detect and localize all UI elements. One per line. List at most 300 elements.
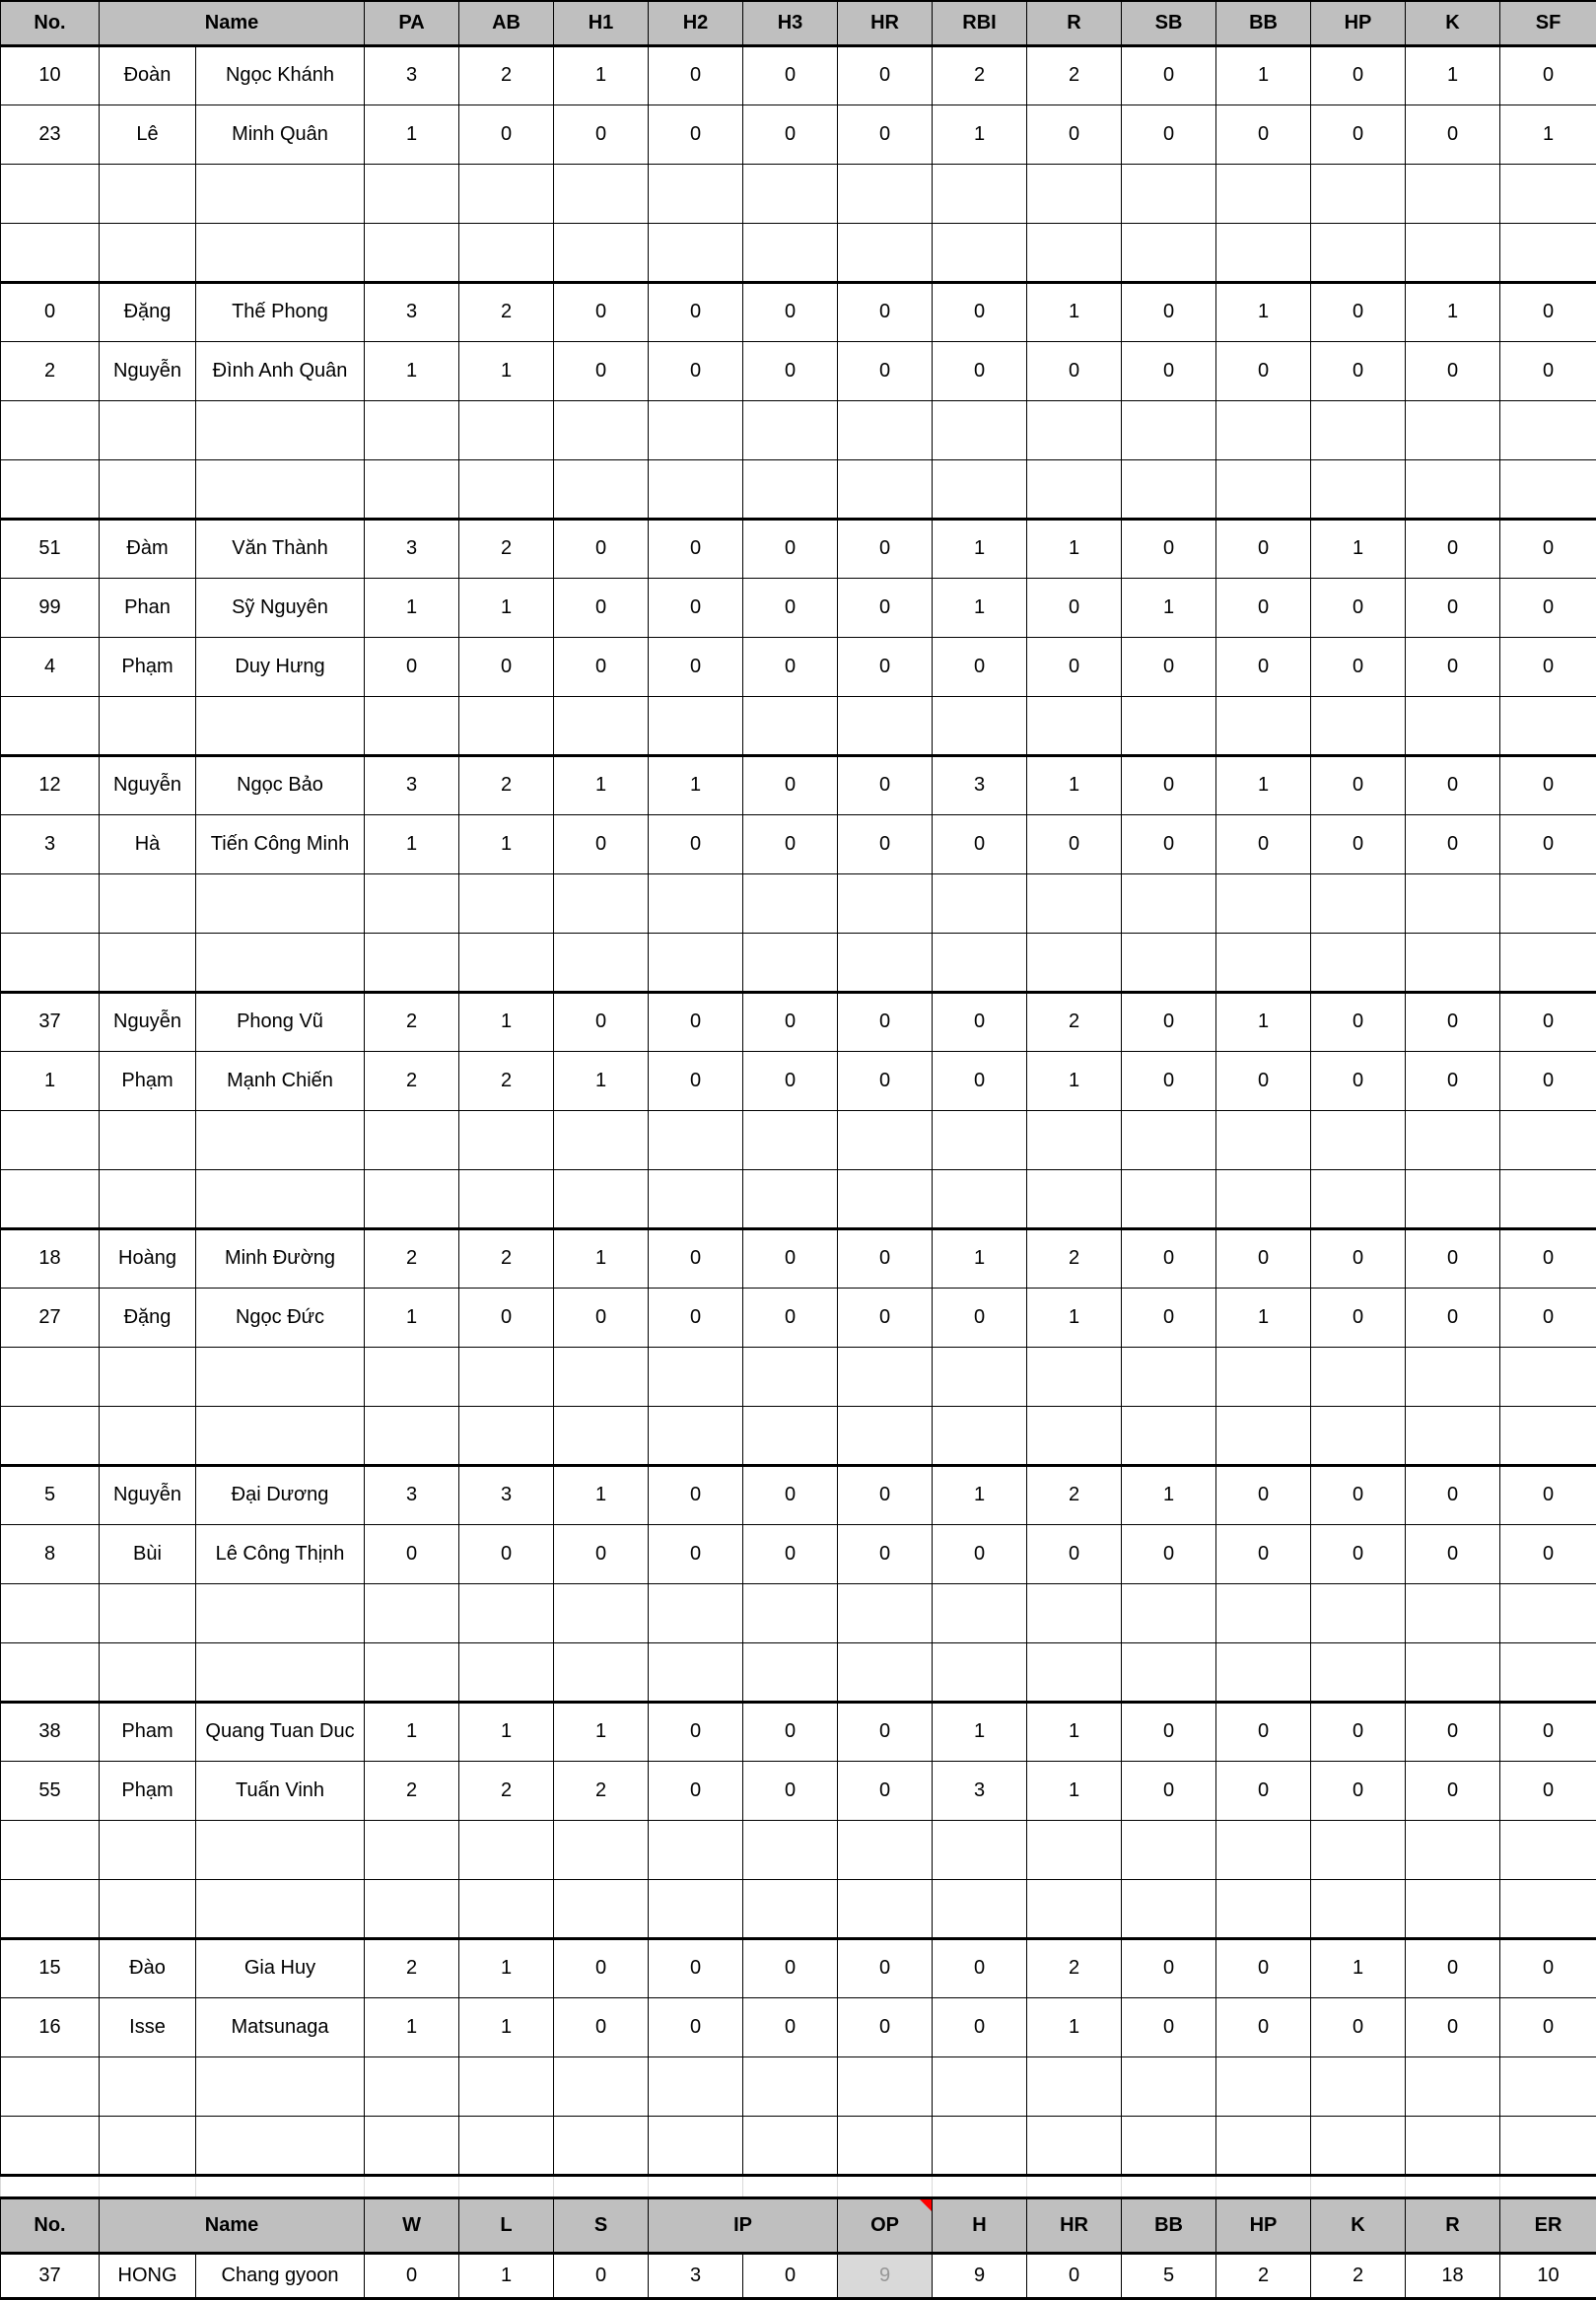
cell-stat-hr[interactable]: [838, 1110, 933, 1169]
cell-given-name[interactable]: [196, 400, 365, 459]
cell-no[interactable]: [1, 1406, 100, 1465]
cell-stat-r[interactable]: 1: [1027, 519, 1122, 578]
cell-stat-k[interactable]: 0: [1406, 814, 1500, 873]
cell-family-name[interactable]: [100, 1347, 196, 1406]
cell-stat-h2[interactable]: 0: [649, 1051, 743, 1110]
cell-stat-sb[interactable]: 0: [1122, 637, 1216, 696]
cell-stat-k[interactable]: 1: [1406, 282, 1500, 341]
cell-stat-sb[interactable]: [1122, 2056, 1216, 2116]
pitching-header-h[interactable]: H: [933, 2197, 1027, 2253]
cell-stat-s[interactable]: 0: [554, 2253, 649, 2298]
cell-stat-ab[interactable]: [459, 2056, 554, 2116]
cell-no[interactable]: 37: [1, 2253, 100, 2298]
cell-stat-rbi[interactable]: 1: [933, 105, 1027, 164]
cell-stat-ab[interactable]: 2: [459, 755, 554, 814]
cell-stat-k[interactable]: 0: [1406, 1702, 1500, 1761]
cell-stat-pa[interactable]: 0: [365, 637, 459, 696]
cell-stat-r[interactable]: [1027, 873, 1122, 933]
cell-no[interactable]: [1, 2056, 100, 2116]
cell-stat-hp[interactable]: 0: [1311, 1761, 1406, 1820]
cell-stat-hp[interactable]: 0: [1311, 1702, 1406, 1761]
cell-stat-ab[interactable]: 2: [459, 1761, 554, 1820]
cell-family-name[interactable]: [100, 933, 196, 992]
cell-stat-hp[interactable]: 0: [1311, 814, 1406, 873]
cell-no[interactable]: [1, 1642, 100, 1702]
cell-stat-h1[interactable]: [554, 873, 649, 933]
cell-family-name[interactable]: Hà: [100, 814, 196, 873]
cell-stat-h3[interactable]: 0: [743, 1288, 838, 1347]
cell-stat-h1[interactable]: 1: [554, 1465, 649, 1524]
cell-stat-ab[interactable]: [459, 1820, 554, 1879]
cell-stat-bb[interactable]: [1216, 1583, 1311, 1642]
cell-stat-sf[interactable]: 0: [1500, 1524, 1596, 1583]
cell-stat-h3[interactable]: [743, 933, 838, 992]
cell-stat-rbi[interactable]: [933, 223, 1027, 282]
cell-stat-h2[interactable]: [649, 696, 743, 755]
cell-given-name[interactable]: Tuấn Vinh: [196, 1761, 365, 1820]
cell-given-name[interactable]: Matsunaga: [196, 1997, 365, 2056]
cell-stat-sb[interactable]: 0: [1122, 814, 1216, 873]
cell-no[interactable]: [1, 459, 100, 519]
cell-stat-h1[interactable]: [554, 933, 649, 992]
cell-stat-hp[interactable]: [1311, 2116, 1406, 2175]
cell-stat-ab[interactable]: 2: [459, 282, 554, 341]
cell-no[interactable]: 15: [1, 1938, 100, 1997]
cell-stat-sf[interactable]: 0: [1500, 637, 1596, 696]
cell-stat-k[interactable]: [1406, 1820, 1500, 1879]
cell-stat-pa[interactable]: 3: [365, 282, 459, 341]
cell-stat-sb[interactable]: 0: [1122, 282, 1216, 341]
cell-stat-r[interactable]: [1027, 400, 1122, 459]
cell-stat-pa[interactable]: 3: [365, 755, 459, 814]
cell-given-name[interactable]: Quang Tuan Duc: [196, 1702, 365, 1761]
cell-given-name[interactable]: [196, 2056, 365, 2116]
cell-stat-h3[interactable]: [743, 2056, 838, 2116]
pitching-header-k[interactable]: K: [1311, 2197, 1406, 2253]
cell-stat-k[interactable]: 2: [1311, 2253, 1406, 2298]
cell-stat-h3[interactable]: 0: [743, 992, 838, 1051]
cell-stat-k[interactable]: [1406, 696, 1500, 755]
cell-stat-k[interactable]: 0: [1406, 992, 1500, 1051]
cell-stat-hp[interactable]: 2: [1216, 2253, 1311, 2298]
cell-stat-ab[interactable]: 0: [459, 1288, 554, 1347]
batting-header-ab[interactable]: AB: [459, 1, 554, 45]
cell-stat-ab[interactable]: [459, 1642, 554, 1702]
cell-no[interactable]: 16: [1, 1997, 100, 2056]
cell-no[interactable]: [1, 164, 100, 223]
cell-no[interactable]: [1, 1583, 100, 1642]
cell-stat-h3[interactable]: [743, 223, 838, 282]
cell-stat-sb[interactable]: [1122, 1642, 1216, 1702]
pitching-header-hr[interactable]: HR: [1027, 2197, 1122, 2253]
cell-stat-h3[interactable]: 0: [743, 1938, 838, 1997]
batting-header-pa[interactable]: PA: [365, 1, 459, 45]
cell-family-name[interactable]: [100, 1406, 196, 1465]
cell-stat-ab[interactable]: 0: [459, 637, 554, 696]
cell-stat-rbi[interactable]: 2: [933, 45, 1027, 105]
cell-stat-pa[interactable]: [365, 459, 459, 519]
cell-stat-bb[interactable]: 0: [1216, 519, 1311, 578]
cell-stat-rbi[interactable]: [933, 933, 1027, 992]
cell-stat-sf[interactable]: [1500, 696, 1596, 755]
cell-stat-bb[interactable]: 1: [1216, 755, 1311, 814]
cell-stat-bb[interactable]: [1216, 873, 1311, 933]
cell-stat-k[interactable]: 0: [1406, 1938, 1500, 1997]
cell-stat-h2[interactable]: 0: [649, 341, 743, 400]
cell-stat-bb[interactable]: 0: [1216, 1228, 1311, 1288]
cell-stat-hr[interactable]: 0: [838, 105, 933, 164]
cell-stat-h1[interactable]: [554, 1583, 649, 1642]
cell-stat-h3[interactable]: [743, 1347, 838, 1406]
cell-stat-hr[interactable]: 0: [838, 814, 933, 873]
cell-stat-h1[interactable]: 1: [554, 1051, 649, 1110]
cell-stat-hp[interactable]: 0: [1311, 637, 1406, 696]
cell-stat-sf[interactable]: [1500, 400, 1596, 459]
cell-stat-h3[interactable]: 0: [743, 282, 838, 341]
pitching-header-er[interactable]: ER: [1500, 2197, 1596, 2253]
cell-stat-r[interactable]: 1: [1027, 1761, 1122, 1820]
cell-stat-pa[interactable]: [365, 1110, 459, 1169]
batting-header-hr[interactable]: HR: [838, 1, 933, 45]
cell-stat-h3[interactable]: 0: [743, 519, 838, 578]
cell-no[interactable]: 8: [1, 1524, 100, 1583]
cell-stat-hr[interactable]: 0: [838, 1702, 933, 1761]
cell-stat-h2[interactable]: [649, 164, 743, 223]
cell-stat-rbi[interactable]: [933, 873, 1027, 933]
cell-stat-hr[interactable]: 0: [1027, 2253, 1122, 2298]
cell-stat-hp[interactable]: 0: [1311, 1997, 1406, 2056]
cell-stat-sf[interactable]: 0: [1500, 1228, 1596, 1288]
cell-stat-ab[interactable]: 1: [459, 1997, 554, 2056]
cell-stat-k[interactable]: [1406, 1110, 1500, 1169]
cell-stat-r[interactable]: [1027, 1110, 1122, 1169]
cell-stat-h3[interactable]: [743, 2116, 838, 2175]
cell-stat-sf[interactable]: [1500, 2056, 1596, 2116]
cell-given-name[interactable]: [196, 1169, 365, 1228]
cell-stat-r[interactable]: [1027, 696, 1122, 755]
cell-stat-h3[interactable]: [743, 400, 838, 459]
cell-stat-h1[interactable]: [554, 223, 649, 282]
cell-stat-sb[interactable]: [1122, 1347, 1216, 1406]
cell-stat-hr[interactable]: 0: [838, 1997, 933, 2056]
cell-given-name[interactable]: [196, 223, 365, 282]
cell-given-name[interactable]: Ngọc Bảo: [196, 755, 365, 814]
cell-stat-r[interactable]: 1: [1027, 282, 1122, 341]
cell-no[interactable]: [1, 1820, 100, 1879]
cell-stat-r[interactable]: [1027, 933, 1122, 992]
cell-family-name[interactable]: Phạm: [100, 637, 196, 696]
cell-stat-bb[interactable]: [1216, 164, 1311, 223]
cell-stat-sb[interactable]: 0: [1122, 1702, 1216, 1761]
cell-stat-rbi[interactable]: [933, 1110, 1027, 1169]
cell-stat-h2[interactable]: [649, 459, 743, 519]
cell-stat-hr[interactable]: 0: [838, 992, 933, 1051]
cell-stat-h2[interactable]: [649, 873, 743, 933]
cell-stat-ab[interactable]: 0: [459, 1524, 554, 1583]
cell-stat-k[interactable]: 1: [1406, 45, 1500, 105]
cell-family-name[interactable]: [100, 1820, 196, 1879]
cell-stat-rbi[interactable]: 1: [933, 1465, 1027, 1524]
cell-stat-hp[interactable]: 0: [1311, 45, 1406, 105]
cell-given-name[interactable]: [196, 1406, 365, 1465]
cell-stat-hp[interactable]: [1311, 223, 1406, 282]
cell-given-name[interactable]: [196, 1642, 365, 1702]
cell-family-name[interactable]: Đoàn: [100, 45, 196, 105]
cell-stat-hp[interactable]: [1311, 2056, 1406, 2116]
cell-stat-sb[interactable]: [1122, 164, 1216, 223]
cell-stat-pa[interactable]: [365, 2116, 459, 2175]
cell-no[interactable]: [1, 400, 100, 459]
cell-stat-sf[interactable]: [1500, 1583, 1596, 1642]
cell-stat-h2[interactable]: [649, 1169, 743, 1228]
cell-stat-h2[interactable]: [649, 933, 743, 992]
cell-stat-bb[interactable]: 0: [1216, 1465, 1311, 1524]
cell-stat-rbi[interactable]: 0: [933, 992, 1027, 1051]
cell-stat-ip-innings[interactable]: 3: [649, 2253, 743, 2298]
cell-stat-pa[interactable]: [365, 1583, 459, 1642]
cell-stat-r[interactable]: [1027, 1583, 1122, 1642]
cell-given-name[interactable]: [196, 1583, 365, 1642]
cell-no[interactable]: 37: [1, 992, 100, 1051]
cell-stat-r[interactable]: 2: [1027, 1465, 1122, 1524]
cell-stat-r[interactable]: 0: [1027, 1524, 1122, 1583]
cell-family-name[interactable]: Nguyễn: [100, 755, 196, 814]
cell-stat-hr[interactable]: [838, 873, 933, 933]
cell-stat-ab[interactable]: 1: [459, 1702, 554, 1761]
cell-given-name[interactable]: [196, 873, 365, 933]
cell-stat-sb[interactable]: [1122, 1583, 1216, 1642]
cell-stat-hr[interactable]: [838, 223, 933, 282]
cell-stat-pa[interactable]: [365, 223, 459, 282]
cell-stat-bb[interactable]: [1216, 1820, 1311, 1879]
cell-stat-bb[interactable]: [1216, 1169, 1311, 1228]
cell-stat-h2[interactable]: 0: [649, 1702, 743, 1761]
cell-stat-rbi[interactable]: [933, 1169, 1027, 1228]
cell-stat-h3[interactable]: [743, 1642, 838, 1702]
cell-stat-hp[interactable]: 0: [1311, 282, 1406, 341]
cell-stat-bb[interactable]: 0: [1216, 1761, 1311, 1820]
cell-stat-pa[interactable]: 2: [365, 992, 459, 1051]
cell-given-name[interactable]: Ngọc Khánh: [196, 45, 365, 105]
cell-stat-rbi[interactable]: 0: [933, 814, 1027, 873]
cell-stat-h2[interactable]: [649, 400, 743, 459]
cell-stat-rbi[interactable]: [933, 1347, 1027, 1406]
cell-stat-w[interactable]: 0: [365, 2253, 459, 2298]
cell-no[interactable]: 1: [1, 1051, 100, 1110]
cell-given-name[interactable]: Chang gyoon: [196, 2253, 365, 2298]
cell-stat-hr[interactable]: 0: [838, 1228, 933, 1288]
cell-stat-bb[interactable]: 0: [1216, 814, 1311, 873]
cell-stat-k[interactable]: [1406, 1642, 1500, 1702]
cell-stat-sf[interactable]: 0: [1500, 814, 1596, 873]
cell-stat-hp[interactable]: 0: [1311, 1228, 1406, 1288]
cell-stat-r[interactable]: [1027, 1879, 1122, 1938]
cell-family-name[interactable]: [100, 1583, 196, 1642]
cell-stat-pa[interactable]: 2: [365, 1051, 459, 1110]
cell-stat-hp[interactable]: [1311, 400, 1406, 459]
pitching-header-hp[interactable]: HP: [1216, 2197, 1311, 2253]
cell-no[interactable]: 18: [1, 1228, 100, 1288]
cell-family-name[interactable]: [100, 459, 196, 519]
cell-stat-bb[interactable]: 5: [1122, 2253, 1216, 2298]
cell-no[interactable]: 27: [1, 1288, 100, 1347]
cell-given-name[interactable]: [196, 933, 365, 992]
cell-family-name[interactable]: [100, 1169, 196, 1228]
cell-stat-hp[interactable]: [1311, 1406, 1406, 1465]
cell-stat-sf[interactable]: [1500, 1406, 1596, 1465]
cell-stat-sb[interactable]: [1122, 223, 1216, 282]
cell-stat-h1[interactable]: 0: [554, 282, 649, 341]
cell-stat-h1[interactable]: [554, 459, 649, 519]
cell-stat-h1[interactable]: [554, 1406, 649, 1465]
cell-stat-sf[interactable]: 0: [1500, 45, 1596, 105]
cell-stat-rbi[interactable]: 3: [933, 1761, 1027, 1820]
cell-stat-bb[interactable]: 0: [1216, 1051, 1311, 1110]
cell-stat-hr[interactable]: 0: [838, 519, 933, 578]
cell-stat-k[interactable]: 0: [1406, 1524, 1500, 1583]
cell-stat-bb[interactable]: 1: [1216, 282, 1311, 341]
cell-stat-sf[interactable]: [1500, 1169, 1596, 1228]
cell-stat-pa[interactable]: 1: [365, 1288, 459, 1347]
cell-stat-sb[interactable]: [1122, 933, 1216, 992]
cell-stat-h2[interactable]: 0: [649, 1465, 743, 1524]
cell-stat-h1[interactable]: 0: [554, 578, 649, 637]
cell-stat-hp[interactable]: 0: [1311, 1051, 1406, 1110]
cell-stat-sf[interactable]: [1500, 223, 1596, 282]
cell-stat-hr[interactable]: [838, 459, 933, 519]
cell-stat-k[interactable]: [1406, 1583, 1500, 1642]
cell-stat-k[interactable]: [1406, 164, 1500, 223]
cell-stat-h2[interactable]: [649, 1583, 743, 1642]
cell-stat-hr[interactable]: [838, 1583, 933, 1642]
cell-stat-k[interactable]: [1406, 1347, 1500, 1406]
cell-family-name[interactable]: Hoàng: [100, 1228, 196, 1288]
cell-stat-ab[interactable]: 2: [459, 45, 554, 105]
cell-stat-r[interactable]: [1027, 1169, 1122, 1228]
cell-stat-r[interactable]: 2: [1027, 45, 1122, 105]
batting-header-bb[interactable]: BB: [1216, 1, 1311, 45]
cell-stat-r[interactable]: [1027, 2116, 1122, 2175]
cell-stat-rbi[interactable]: 0: [933, 1997, 1027, 2056]
cell-stat-k[interactable]: [1406, 459, 1500, 519]
cell-stat-rbi[interactable]: 0: [933, 1938, 1027, 1997]
cell-no[interactable]: [1, 933, 100, 992]
cell-stat-sf[interactable]: 0: [1500, 519, 1596, 578]
cell-stat-ab[interactable]: [459, 873, 554, 933]
cell-stat-r[interactable]: 0: [1027, 637, 1122, 696]
cell-stat-h3[interactable]: 0: [743, 45, 838, 105]
cell-stat-h1[interactable]: 0: [554, 1524, 649, 1583]
cell-stat-ab[interactable]: 3: [459, 1465, 554, 1524]
batting-header-r[interactable]: R: [1027, 1, 1122, 45]
cell-stat-h1[interactable]: [554, 1110, 649, 1169]
cell-family-name[interactable]: [100, 223, 196, 282]
pitching-header-no[interactable]: No.: [1, 2197, 100, 2253]
cell-stat-r[interactable]: [1027, 459, 1122, 519]
cell-stat-h2[interactable]: [649, 1110, 743, 1169]
cell-stat-ab[interactable]: [459, 223, 554, 282]
cell-stat-r[interactable]: 1: [1027, 1997, 1122, 2056]
cell-stat-pa[interactable]: 2: [365, 1938, 459, 1997]
cell-stat-hr[interactable]: [838, 1347, 933, 1406]
cell-stat-hr[interactable]: 0: [838, 578, 933, 637]
cell-stat-bb[interactable]: [1216, 933, 1311, 992]
cell-stat-h3[interactable]: [743, 873, 838, 933]
cell-stat-sb[interactable]: 0: [1122, 1761, 1216, 1820]
cell-given-name[interactable]: Sỹ Nguyên: [196, 578, 365, 637]
batting-header-k[interactable]: K: [1406, 1, 1500, 45]
cell-stat-bb[interactable]: [1216, 1347, 1311, 1406]
cell-no[interactable]: [1, 223, 100, 282]
cell-stat-hr[interactable]: [838, 2056, 933, 2116]
batting-header-sb[interactable]: SB: [1122, 1, 1216, 45]
cell-no[interactable]: 55: [1, 1761, 100, 1820]
cell-stat-hr[interactable]: [838, 164, 933, 223]
cell-stat-hr[interactable]: 0: [838, 1288, 933, 1347]
cell-stat-hp[interactable]: 0: [1311, 992, 1406, 1051]
cell-stat-ab[interactable]: 1: [459, 992, 554, 1051]
cell-stat-sb[interactable]: 0: [1122, 1228, 1216, 1288]
cell-stat-pa[interactable]: 0: [365, 1524, 459, 1583]
cell-stat-h1[interactable]: [554, 1820, 649, 1879]
cell-no[interactable]: [1, 1169, 100, 1228]
cell-stat-pa[interactable]: [365, 1642, 459, 1702]
cell-stat-k[interactable]: 0: [1406, 341, 1500, 400]
cell-stat-bb[interactable]: 0: [1216, 1938, 1311, 1997]
cell-stat-r[interactable]: 0: [1027, 814, 1122, 873]
cell-stat-rbi[interactable]: 1: [933, 1228, 1027, 1288]
cell-stat-ab[interactable]: [459, 1879, 554, 1938]
cell-stat-h1[interactable]: 0: [554, 341, 649, 400]
cell-stat-bb[interactable]: [1216, 223, 1311, 282]
cell-stat-r[interactable]: [1027, 1820, 1122, 1879]
pitching-header-name[interactable]: Name: [100, 2197, 365, 2253]
pitching-header-bb[interactable]: BB: [1122, 2197, 1216, 2253]
cell-no[interactable]: 0: [1, 282, 100, 341]
cell-stat-sb[interactable]: [1122, 1406, 1216, 1465]
cell-stat-r[interactable]: 1: [1027, 1702, 1122, 1761]
cell-stat-h3[interactable]: 0: [743, 578, 838, 637]
cell-stat-k[interactable]: [1406, 933, 1500, 992]
cell-stat-h3[interactable]: [743, 1406, 838, 1465]
cell-stat-bb[interactable]: 1: [1216, 45, 1311, 105]
cell-no[interactable]: [1, 696, 100, 755]
cell-stat-k[interactable]: [1406, 223, 1500, 282]
cell-stat-ip-outs[interactable]: 0: [743, 2253, 838, 2298]
batting-header-rbi[interactable]: RBI: [933, 1, 1027, 45]
cell-family-name[interactable]: [100, 164, 196, 223]
cell-stat-k[interactable]: 0: [1406, 1465, 1500, 1524]
cell-stat-k[interactable]: 0: [1406, 1288, 1500, 1347]
cell-family-name[interactable]: Bùi: [100, 1524, 196, 1583]
cell-stat-ab[interactable]: [459, 696, 554, 755]
cell-stat-k[interactable]: [1406, 400, 1500, 459]
cell-stat-h3[interactable]: 0: [743, 341, 838, 400]
cell-stat-pa[interactable]: 2: [365, 1761, 459, 1820]
cell-stat-sf[interactable]: 1: [1500, 105, 1596, 164]
cell-stat-bb[interactable]: [1216, 2116, 1311, 2175]
pitching-header-ip[interactable]: IP: [649, 2197, 838, 2253]
cell-stat-h1[interactable]: 0: [554, 992, 649, 1051]
cell-stat-h2[interactable]: 0: [649, 1938, 743, 1997]
cell-family-name[interactable]: Đào: [100, 1938, 196, 1997]
cell-stat-hr[interactable]: [838, 1169, 933, 1228]
cell-stat-hp[interactable]: [1311, 164, 1406, 223]
cell-no[interactable]: 12: [1, 755, 100, 814]
cell-stat-pa[interactable]: [365, 1406, 459, 1465]
cell-stat-pa[interactable]: [365, 164, 459, 223]
cell-stat-sf[interactable]: 0: [1500, 341, 1596, 400]
